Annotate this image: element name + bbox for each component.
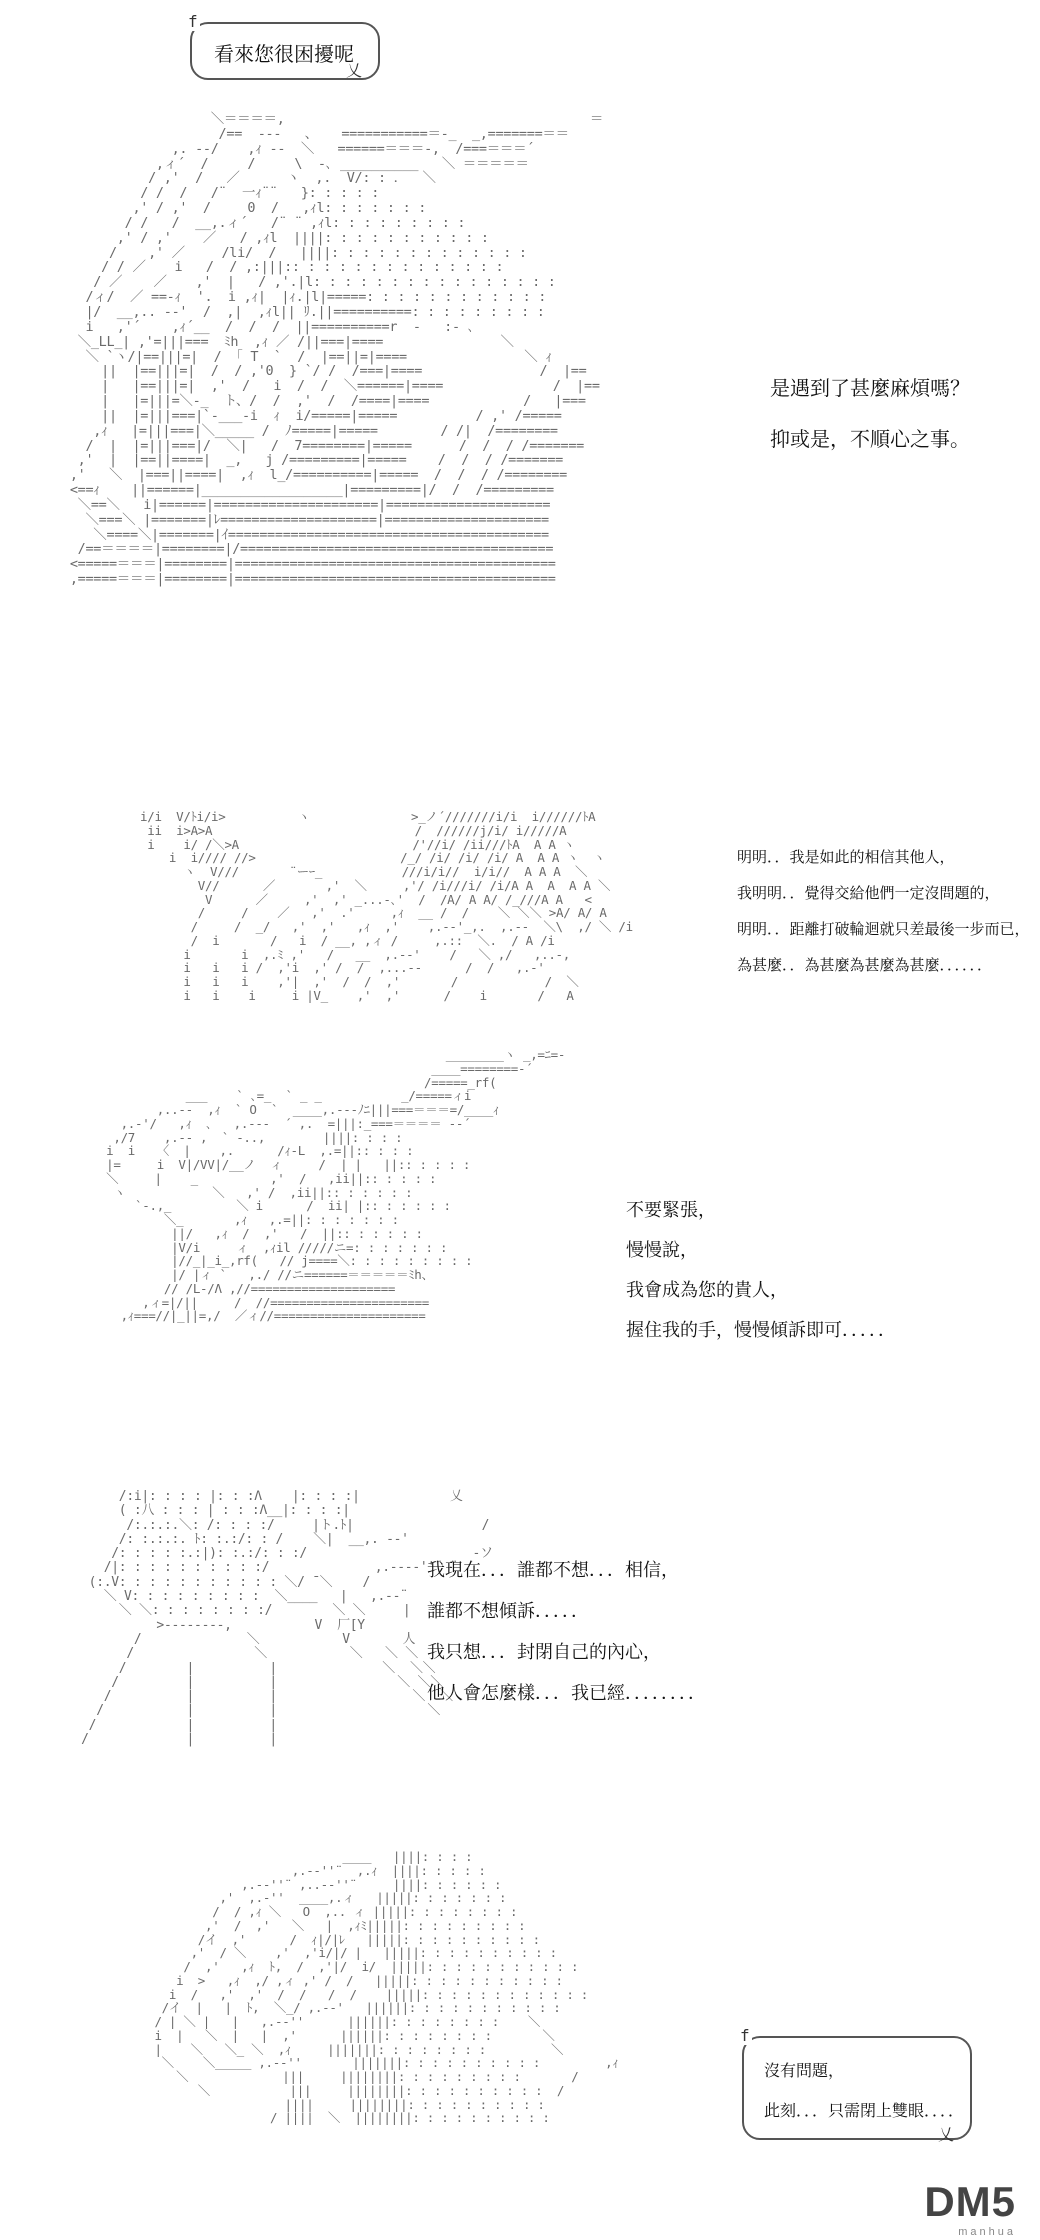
dialog-line: 為甚麼．．為甚麼為甚麼為甚麼．．．．．． <box>737 956 993 974</box>
dialog-line: 抑或是，不順心之事。 <box>770 427 970 451</box>
dialog-line: 是遇到了甚麼麻煩嗎？ <box>770 376 970 400</box>
dialog-1 <box>770 372 970 452</box>
bubble-text: 沒有問題， <box>764 2061 845 2080</box>
ascii-art-figure: /:i|: : : : |: : :Λ |: : : :| 乂 ( :八 : : : | : : :Λ__|: : : :| /:.:.:.＼: /: : : :/ |ト.ﾄ| / /: :.:.:. ﾄ: :.:/: : / ＼| __,. -‐' /: : : : :.:|): :.:/: : :/ -ソ /|: : : : : : : : : :/ ,.---‐''¨ ¨ (:.V: : : : : : : : : : : ＼/ ̄ ＼ / ＼ V: : : : : : : : : ＼____ | ,.-‐¨ ＼ ＼: : : : : : : :/ ＼ ＼ | >‐-----‐‐, V 厂[Y / ＼ V 人 / ＼ ＼ ＼ ＼ / | | ＼ ＼＼ / | | ＼ ＼＼ / | | ＼ ＼ / | | ＼ / | | / | | <box>81 1489 493 1748</box>
panel-4 <box>0 1460 1040 1840</box>
bubble-text: 看來您很困擾呢 <box>214 42 354 66</box>
dialog-line: 明明．．我是如此的相信其他人， <box>737 848 955 866</box>
bubble-mark-f: f <box>740 2026 750 2045</box>
watermark-subtext: manhua <box>958 2226 1016 2238</box>
bubble-mark-x: 乂 <box>938 2125 955 2144</box>
dialog-line: 我會成為您的貴人， <box>626 1280 788 1301</box>
panel-2 <box>0 790 1040 1030</box>
watermark-text: DM5 <box>924 2178 1016 2225</box>
ascii-art-figure: i/i V/ﾄi/i> ヽ >_ノ´///////i/i i//////ﾄA ii i>A>A / //////j/i/ i/////A i i/ /＼>A /'//i/ /ii///ﾄA A A ヽ i i//// //> /_/ /i/ /i/ /i/ A A A ヽ ヽ ヽ V/// ¨ーｰ_ ///i/i// i/i// A A A ＼ V// ／ ,' ＼ ,'/ /i///i/ /i/A A A A A ＼ V ／ ,' ,' _...-､' / /A/ A A/ /_///A A < / / ／ ,' .' ,ｨ __ / / ＼ ＼＼ >A/ A/ A / / _/ ,' ,' ,ｨ ,' ,.-‐'_,. ,.-‐ ＼\ ,/ ＼ /i / i / i / __, ,ィ / ,.:: ＼. / A /i i i ,.ﾐ ,' / __ ,.-‐' / ＼ ,/ ,..-, i i i / ,'i ,' / / ,...-‐ / / ,.-' i i i ,'| ,' / / ,' / / ＼ i i i i |V_ ,' ,' / i / A <box>140 809 633 1003</box>
ascii-art-figure: ________ヽ _,=ﾆ=- ____========‐´ /=====_rf( ___ ` ､=_ ` _ _ _/=====ィi ,..-‐ ,ｨ ` O ` ____,.-‐‐ﾉﾆ|||===＝＝＝=/____ｨ ,.-'/ ,ｨ ､ ,.--‐ ´ ,. =|||:_===＝＝＝＝ -‐´ ,/7 ,.-‐ , ` ‐.., ||||: : : : i i 〈 | ,. /ｨ‐L ,.=||:: : : : |= i V|/VV|/__ノ ィ / | | ||:: : : : : ＼ | _ ,' / ,ii||:: : : : : ヽ ＼ ,' / ,ii||:: : : : : : `‐.,_ ＼ i / ii| |:: : : : : : ＼_ ,ｨ ,.=||: : : : : : : ||/ ,ｨ / ,' / ||:: : : : : : |V/i ィ ,ｨil /////ニ=: : : : : : : |//_|_i_,rf( // j====＼: : : : : : : : : |/ |ィ ` ,./ //ニ======＝＝＝＝＝ﾐh、 // /L‐/Λ ,//==================== ,ィ=|/|| / //====================== ,ｨ===//|_||=,/ ／ィ//===================== <box>106 1047 566 1324</box>
dialog-line: 他人會怎麼樣．．．我已經．．．．．．．． <box>427 1683 706 1704</box>
bubble-text: 此刻．．．只需閉上雙眼．．．． <box>764 2101 965 2120</box>
bubble-mark-f: f <box>188 12 198 31</box>
dialog-line: 明明．．距離打破輪迴就只差最後一步而已， <box>737 920 1030 938</box>
bubble-mark-x: 乂 <box>346 61 363 80</box>
panel-5 <box>0 1840 1040 2240</box>
dialog-2 <box>737 846 1030 975</box>
panel-3 <box>0 1040 1040 1440</box>
dialog-line: 誰都不想傾訴．．．．． <box>427 1601 589 1622</box>
panel-1 <box>0 0 1040 780</box>
dialog-line: 我只想．．．封閉自己的內心， <box>427 1642 661 1663</box>
dialog-line: 我明明．．覺得交給他們一定沒問題的， <box>737 884 1000 902</box>
dialog-line: 不要緊張， <box>626 1200 716 1221</box>
watermark-logo <box>924 2178 1016 2238</box>
dialog-line: 我現在．．．誰都不想．．．相信， <box>427 1560 679 1581</box>
dialog-3 <box>626 1196 896 1342</box>
dialog-4 <box>427 1556 706 1705</box>
ascii-art-figure: ____ ||||: : : : ,.-‐''¨ ,.ｨ ||||: : : : : ,.-‐''¨ ,..-‐''¨ ||||: : : : : : ,' ,.-'' ____,.ィ |||||: : : : : : : / / ,ｨ ＼ O ,.. ィ |||||: : : : : : : : ,' / ,' ＼ | ,ｨﾐ|||||: : : : : : : : : /イ ,' / ｨ|/|ﾚ |||||: : : : : : : : : : ,' / ＼ ,' ,'i/|/ | |||||: : : : : : : : : : / ,' ,ｨ ﾄ, / ,'|/ i/ |||||: : : : : : : : : : : i > ,ｨ ,/ ,ィ ,' / / |||||: : : : : : : : : : : i / ,' ,' / / / / |||||: : : : : : : : : : : : /イ | | ﾄ, ＼_/ ,.-‐' ||||||: : : : : : : : : : : / | ＼ | | ,.-‐'' ||||||: : : : : : : : ＼ i | ＼ | | ,' ||||||: : : : : : : : ＼ | ＼ ＼_ ＼ ,ｨ |||||||: : : : : : : : ＼ ＼ ＼_____ ,.-‐'' |||||||: : : : : : : : : : ,ｨ ＼ ||| ||||||||: : : : : : : : : / ＼ ||| ||||||||: : : : : : : : : : / |||| ||||||||: : : : : : : : : : / |||| ＼ ||||||||: : : : : : : : : : <box>154 1849 619 2126</box>
dialog-line: 慢慢說， <box>626 1240 698 1261</box>
dialog-line: 握住我的手，慢慢傾訴即可．．．．． <box>626 1320 896 1341</box>
ascii-art-figure: ＼＝＝＝＝, ＝ /== --- 、 ===========＝-_ _,=======＝＝ ,. -‐/ ,ｨ ‐‐ ＼ ======＝＝＝-, /===＝＝＝´ ,ィ´ / / \ -､ __________ ＼ ＝＝＝＝＝ / ,' / ／ ヽ ,. V/: : ． ＼ / / / /¨ 一ｨ¨¨ }: : : : : ,' / ,' / 0 / ,ｨl: : : : : : : / / / __,.ィ´ /¨ ¨ ,ｨl: : : : : : : : : ,' / ,' ／ / ,ｨl ||||: : : : : : : : : : : / ,' ／ /li/ / ||||: : : : : : : : : : : : : / / ／ i / / ,:|||:: : : : : : : : : : : : : : / ／ ／ ,' | / ,'.|l: : : : : : : : : : : : : : : : /ィ/ ／ ==-ｨ '. i ,ｨ| |ｨ.|l|=====: : : : : : : : : : : : |/ __,.. -‐' / ,| ,ｨl|| ﾘ.||==========: : : : : : : : : i ,'´ ,ｨ´__ / / / ||==========r - :‐ ､ ＼_LL_| ,'=|||=== ﾐh ,ｨ ／ /||===|==== ＼ ＼ `ヽ/|==|||=| / 「 T ` / |==||=|==== ＼ ｨ || |==|||=| / / ,'0 } `/ / /===|==== / |== | |==|||=| ,' / i / / ＼======|==== / |== | |=|||=＼-_ ト、/ / ,' / /====|==== / |=== || |=|||===|`-___-i ｨ i/=====|===== / ,' /===== ,ｨ |=|||===|＼_____ / ﾉ=====|===== / /| /======== / | |=|||===|/ ＼| / 7========|===== / / / /======= ,' | |==||====| _, j /=========|===== / / / /======= ,' ＼ |===||====| ,ｨ l_/==========|===== / / / /======== <==ｨ ||======|__________________|=========|/ / /========= ＼==＼ i|======|=====================|===================== ＼===＼ |=======|ﾚ====================|===================== ＼====＼|=======|ｲ========================================= /==＝＝＝＝|========|/======================================== <=====＝＝＝|========|========================================= ,=====＝＝＝|========|========================================= <box>69 111 604 588</box>
